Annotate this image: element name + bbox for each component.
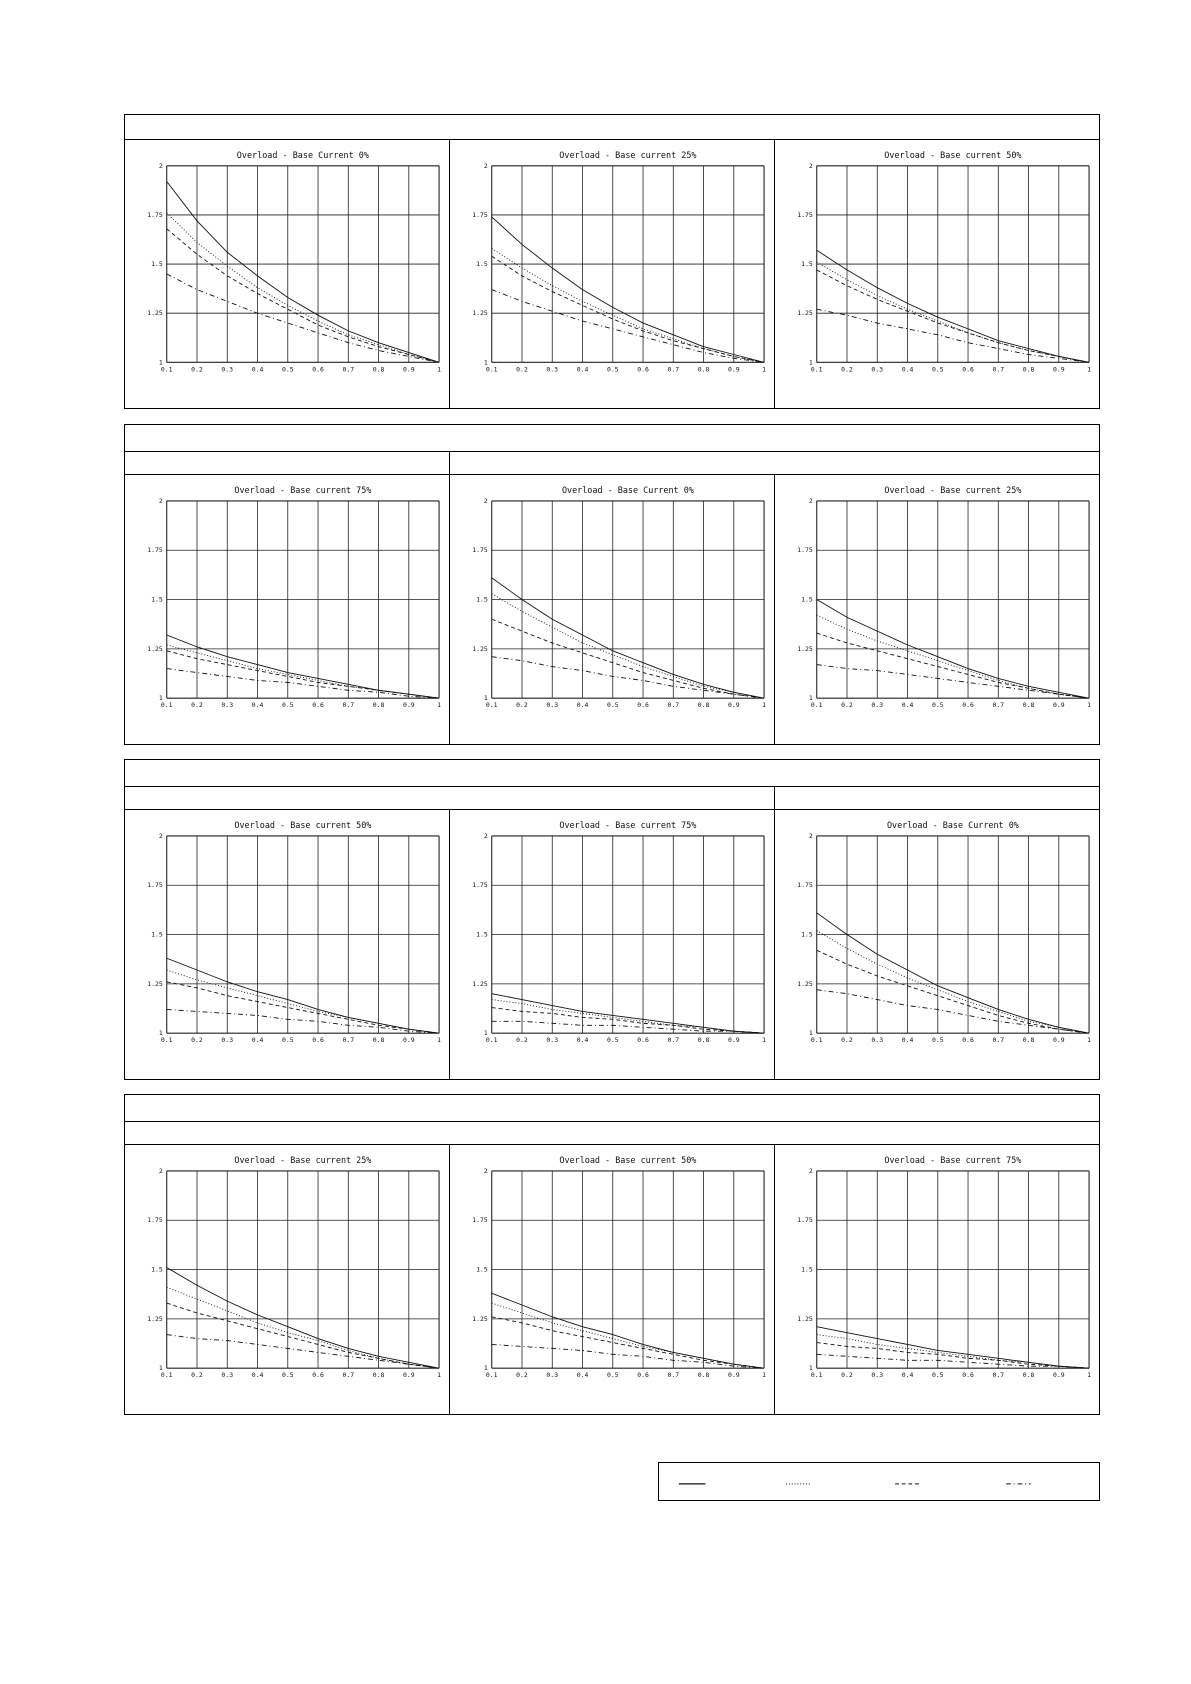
chart-svg xyxy=(450,475,774,744)
x-tick-label: 0.4 xyxy=(901,1371,914,1380)
y-tick-label: 2 xyxy=(158,831,163,840)
x-tick-label: 1 xyxy=(762,701,767,710)
x-tick-label: 0.2 xyxy=(841,1371,853,1380)
chart-cell-3 xyxy=(774,139,1100,409)
series-line-solid xyxy=(167,1268,439,1369)
x-tick-label: 1 xyxy=(762,1371,767,1380)
x-tick-label: 0.9 xyxy=(402,1036,415,1045)
x-tick-label: 0.4 xyxy=(251,1036,264,1045)
series-line-dashed xyxy=(817,633,1089,698)
x-tick-label: 1 xyxy=(437,1371,442,1380)
y-tick-label: 1.25 xyxy=(472,644,488,653)
x-tick-label: 0.2 xyxy=(516,365,528,374)
y-tick-label: 1 xyxy=(808,694,813,703)
x-tick-label: 0.9 xyxy=(727,1371,740,1380)
y-tick-label: 2 xyxy=(483,161,488,170)
y-tick-label: 1.75 xyxy=(797,546,813,555)
x-tick-label: 0.3 xyxy=(221,701,234,710)
x-tick-label: 0.8 xyxy=(697,701,710,710)
x-tick-label: 0.3 xyxy=(871,701,884,710)
x-tick-label: 0.9 xyxy=(1052,701,1065,710)
x-tick-label: 0.6 xyxy=(637,701,649,710)
y-tick-label: 1.5 xyxy=(151,260,163,269)
x-tick-label: 0.3 xyxy=(221,1371,234,1380)
chart-title: Overload - Base current 25% xyxy=(234,1154,372,1165)
x-tick-label: 0.7 xyxy=(667,1036,680,1045)
series-line-dotted xyxy=(817,1335,1089,1369)
legend xyxy=(658,1462,1100,1501)
x-tick-label: 1 xyxy=(437,365,442,374)
x-tick-label: 1 xyxy=(1087,701,1092,710)
x-tick-label: 0.2 xyxy=(191,701,203,710)
x-tick-label: 0.7 xyxy=(992,365,1005,374)
x-tick-label: 0.6 xyxy=(962,365,974,374)
chart-cell-11 xyxy=(449,1144,775,1415)
chart-cell-1 xyxy=(124,139,450,409)
x-tick-label: 0.4 xyxy=(901,1036,914,1045)
x-tick-label: 0.7 xyxy=(992,1371,1005,1380)
y-tick-label: 1.75 xyxy=(797,210,813,219)
chart-title: Overload - Base Current 0% xyxy=(236,149,369,160)
x-tick-label: 0.7 xyxy=(342,1371,355,1380)
block-3-header xyxy=(124,759,1100,787)
block-4-subheader xyxy=(124,1121,1100,1145)
x-tick-label: 0.2 xyxy=(191,1036,203,1045)
y-tick-label: 2 xyxy=(808,1166,813,1175)
series-line-dashed xyxy=(492,256,764,362)
y-tick-label: 2 xyxy=(808,161,813,170)
y-tick-label: 1.25 xyxy=(147,644,163,653)
x-tick-label: 0.5 xyxy=(931,365,944,374)
chart-title: Overload - Base current 50% xyxy=(884,149,1022,160)
chart-svg xyxy=(125,1145,449,1414)
x-tick-label: 0.5 xyxy=(281,1371,294,1380)
x-tick-label: 0.9 xyxy=(402,1371,415,1380)
chart-cell-7 xyxy=(124,809,450,1080)
x-tick-label: 0.5 xyxy=(606,365,619,374)
x-tick-label: 0.6 xyxy=(312,1371,324,1380)
x-tick-label: 0.9 xyxy=(1052,1371,1065,1380)
series-line-dashed xyxy=(167,651,439,698)
x-tick-label: 0.7 xyxy=(342,1036,355,1045)
block-2-header xyxy=(124,424,1100,452)
y-tick-label: 1.25 xyxy=(472,309,488,318)
block-3-subheader-left xyxy=(124,786,775,810)
x-tick-label: 0.1 xyxy=(160,365,173,374)
y-tick-label: 1 xyxy=(158,358,163,367)
x-tick-label: 0.8 xyxy=(372,1371,385,1380)
series-line-solid xyxy=(167,958,439,1033)
x-tick-label: 0.3 xyxy=(546,1036,559,1045)
x-tick-label: 0.5 xyxy=(606,1036,619,1045)
x-tick-label: 0.6 xyxy=(637,1036,649,1045)
x-tick-label: 0.1 xyxy=(160,1371,173,1380)
x-tick-label: 0.3 xyxy=(546,1371,559,1380)
x-tick-label: 0.4 xyxy=(576,701,589,710)
series-line-solid xyxy=(167,635,439,698)
y-tick-label: 1.5 xyxy=(801,595,813,604)
series-line-solid xyxy=(492,217,764,362)
x-tick-label: 1 xyxy=(1087,1036,1092,1045)
chart-cell-12 xyxy=(774,1144,1100,1415)
series-line-solid xyxy=(167,181,439,362)
y-tick-label: 2 xyxy=(483,831,488,840)
y-tick-label: 2 xyxy=(483,496,488,505)
y-tick-label: 1.75 xyxy=(147,546,163,555)
x-tick-label: 0.5 xyxy=(931,1036,944,1045)
x-tick-label: 0.4 xyxy=(901,701,914,710)
series-line-dotted xyxy=(167,970,439,1033)
y-tick-label: 1.5 xyxy=(476,1265,488,1274)
x-tick-label: 0.6 xyxy=(312,701,324,710)
x-tick-label: 0.7 xyxy=(342,365,355,374)
x-tick-label: 0.5 xyxy=(606,701,619,710)
x-tick-label: 0.2 xyxy=(841,1036,853,1045)
y-tick-label: 1.25 xyxy=(797,309,813,318)
chart-svg xyxy=(775,140,1099,408)
y-tick-label: 2 xyxy=(483,1166,488,1175)
series-line-dash-dot xyxy=(817,1354,1089,1368)
y-tick-label: 1.75 xyxy=(472,1216,488,1225)
chart-cell-8 xyxy=(449,809,775,1080)
block-4-header xyxy=(124,1094,1100,1122)
chart-svg xyxy=(125,140,449,408)
chart-svg xyxy=(775,475,1099,744)
y-tick-label: 2 xyxy=(158,1166,163,1175)
y-tick-label: 1.5 xyxy=(151,930,163,939)
x-tick-label: 0.5 xyxy=(281,365,294,374)
chart-title: Overload - Base current 50% xyxy=(559,1154,697,1165)
chart-svg xyxy=(450,1145,774,1414)
x-tick-label: 1 xyxy=(1087,1371,1092,1380)
x-tick-label: 0.7 xyxy=(667,365,680,374)
x-tick-label: 0.2 xyxy=(841,365,853,374)
x-tick-label: 0.5 xyxy=(281,1036,294,1045)
y-tick-label: 1.25 xyxy=(147,979,163,988)
x-tick-label: 0.9 xyxy=(727,701,740,710)
x-tick-label: 0.3 xyxy=(871,365,884,374)
x-tick-label: 0.6 xyxy=(962,701,974,710)
x-tick-label: 0.9 xyxy=(402,365,415,374)
series-line-dashed xyxy=(817,270,1089,362)
series-line-dash-dot xyxy=(167,1335,439,1369)
x-tick-label: 0.1 xyxy=(485,1036,498,1045)
series-line-solid xyxy=(817,250,1089,362)
y-tick-label: 1 xyxy=(158,694,163,703)
x-tick-label: 0.1 xyxy=(810,1036,823,1045)
y-tick-label: 1 xyxy=(483,1029,488,1038)
x-tick-label: 0.2 xyxy=(841,701,853,710)
y-tick-label: 1 xyxy=(483,358,488,367)
y-tick-label: 1.5 xyxy=(151,1265,163,1274)
x-tick-label: 0.2 xyxy=(191,365,203,374)
y-tick-label: 1.5 xyxy=(476,260,488,269)
x-tick-label: 0.6 xyxy=(637,365,649,374)
x-tick-label: 0.3 xyxy=(871,1036,884,1045)
series-line-solid xyxy=(492,994,764,1033)
series-line-dashed xyxy=(817,1343,1089,1369)
chart-svg xyxy=(450,140,774,408)
block-2-subheader-left xyxy=(124,451,450,475)
series-line-dotted xyxy=(492,594,764,699)
y-tick-label: 1.25 xyxy=(147,309,163,318)
x-tick-label: 0.8 xyxy=(372,365,385,374)
x-tick-label: 0.8 xyxy=(1022,1371,1035,1380)
block-3-subheader-right xyxy=(774,786,1100,810)
x-tick-label: 0.7 xyxy=(992,701,1005,710)
x-tick-label: 0.9 xyxy=(1052,1036,1065,1045)
x-tick-label: 0.6 xyxy=(312,365,324,374)
y-tick-label: 1.75 xyxy=(147,1216,163,1225)
x-tick-label: 0.2 xyxy=(516,701,528,710)
x-tick-label: 0.3 xyxy=(546,365,559,374)
x-tick-label: 0.2 xyxy=(516,1036,528,1045)
x-tick-label: 0.3 xyxy=(221,1036,234,1045)
x-tick-label: 1 xyxy=(1087,365,1092,374)
chart-svg xyxy=(775,810,1099,1079)
y-tick-label: 1.25 xyxy=(147,1314,163,1323)
x-tick-label: 0.7 xyxy=(992,1036,1005,1045)
series-line-dotted xyxy=(492,1000,764,1034)
y-tick-label: 1.75 xyxy=(797,881,813,890)
y-tick-label: 1 xyxy=(158,1029,163,1038)
series-line-solid xyxy=(492,578,764,698)
y-tick-label: 1.25 xyxy=(472,979,488,988)
x-tick-label: 0.9 xyxy=(1052,365,1065,374)
y-tick-label: 1.5 xyxy=(476,930,488,939)
series-line-dash-dot xyxy=(167,1009,439,1033)
series-line-dotted xyxy=(492,248,764,362)
x-tick-label: 0.1 xyxy=(485,701,498,710)
chart-cell-9 xyxy=(774,809,1100,1080)
x-tick-label: 0.8 xyxy=(697,1371,710,1380)
x-tick-label: 0.8 xyxy=(697,365,710,374)
x-tick-label: 0.9 xyxy=(727,365,740,374)
x-tick-label: 0.8 xyxy=(372,701,385,710)
y-tick-label: 1.25 xyxy=(797,644,813,653)
block-2-subheader-right xyxy=(449,451,1100,475)
y-tick-label: 1 xyxy=(808,358,813,367)
series-line-dashed xyxy=(167,229,439,363)
x-tick-label: 0.2 xyxy=(516,1371,528,1380)
x-tick-label: 0.5 xyxy=(931,1371,944,1380)
x-tick-label: 0.1 xyxy=(810,365,823,374)
chart-title: Overload - Base Current 0% xyxy=(886,819,1019,830)
y-tick-label: 1.75 xyxy=(147,881,163,890)
y-tick-label: 1.75 xyxy=(472,210,488,219)
x-tick-label: 0.2 xyxy=(191,1371,203,1380)
series-line-dashed xyxy=(492,1008,764,1034)
y-tick-label: 1 xyxy=(483,1364,488,1373)
chart-title: Overload - Base current 75% xyxy=(234,484,372,495)
x-tick-label: 0.9 xyxy=(727,1036,740,1045)
x-tick-label: 0.7 xyxy=(342,701,355,710)
x-tick-label: 0.7 xyxy=(667,701,680,710)
y-tick-label: 2 xyxy=(808,831,813,840)
chart-svg xyxy=(125,475,449,744)
series-line-dotted xyxy=(167,213,439,362)
y-tick-label: 1.25 xyxy=(472,1314,488,1323)
y-tick-label: 1 xyxy=(483,694,488,703)
x-tick-label: 0.3 xyxy=(221,365,234,374)
x-tick-label: 0.5 xyxy=(931,701,944,710)
x-tick-label: 0.7 xyxy=(667,1371,680,1380)
y-tick-label: 1 xyxy=(158,1364,163,1373)
x-tick-label: 0.8 xyxy=(1022,365,1035,374)
block-1-header xyxy=(124,114,1100,140)
series-line-dash-dot xyxy=(492,1021,764,1033)
x-tick-label: 0.8 xyxy=(697,1036,710,1045)
x-tick-label: 0.1 xyxy=(160,1036,173,1045)
series-line-dotted xyxy=(817,931,1089,1034)
chart-title: Overload - Base Current 0% xyxy=(561,484,694,495)
x-tick-label: 0.4 xyxy=(576,1371,589,1380)
series-line-solid xyxy=(492,1293,764,1368)
y-tick-label: 1.5 xyxy=(476,595,488,604)
x-tick-label: 0.3 xyxy=(871,1371,884,1380)
y-tick-label: 2 xyxy=(158,496,163,505)
x-tick-label: 0.8 xyxy=(372,1036,385,1045)
x-tick-label: 0.6 xyxy=(962,1371,974,1380)
x-tick-label: 0.6 xyxy=(637,1371,649,1380)
y-tick-label: 1.25 xyxy=(797,1314,813,1323)
x-tick-label: 0.4 xyxy=(251,365,264,374)
x-tick-label: 0.1 xyxy=(485,1371,498,1380)
x-tick-label: 1 xyxy=(437,701,442,710)
x-tick-label: 0.4 xyxy=(576,365,589,374)
series-line-dash-dot xyxy=(817,665,1089,699)
chart-cell-2 xyxy=(449,139,775,409)
x-tick-label: 0.9 xyxy=(402,701,415,710)
y-tick-label: 2 xyxy=(158,161,163,170)
series-line-dotted xyxy=(817,615,1089,698)
series-line-dash-dot xyxy=(492,657,764,698)
y-tick-label: 1.75 xyxy=(472,546,488,555)
y-tick-label: 1 xyxy=(808,1029,813,1038)
series-line-dotted xyxy=(492,1303,764,1368)
y-tick-label: 1.75 xyxy=(147,210,163,219)
chart-cell-6 xyxy=(774,474,1100,745)
x-tick-label: 0.4 xyxy=(576,1036,589,1045)
chart-cell-4 xyxy=(124,474,450,745)
series-line-dotted xyxy=(167,1287,439,1368)
x-tick-label: 0.8 xyxy=(1022,701,1035,710)
x-tick-label: 0.5 xyxy=(281,701,294,710)
series-line-dotted xyxy=(817,262,1089,362)
x-tick-label: 0.4 xyxy=(901,365,914,374)
chart-svg xyxy=(450,810,774,1079)
x-tick-label: 1 xyxy=(762,1036,767,1045)
series-line-dash-dot xyxy=(817,990,1089,1033)
x-tick-label: 0.3 xyxy=(546,701,559,710)
legend-svg xyxy=(659,1463,1099,1500)
x-tick-label: 0.1 xyxy=(485,365,498,374)
series-line-dashed xyxy=(492,619,764,698)
x-tick-label: 0.1 xyxy=(160,701,173,710)
x-tick-label: 1 xyxy=(437,1036,442,1045)
x-tick-label: 0.8 xyxy=(1022,1036,1035,1045)
y-tick-label: 1.25 xyxy=(797,979,813,988)
series-line-dashed xyxy=(492,1317,764,1368)
series-line-solid xyxy=(817,913,1089,1033)
y-tick-label: 1 xyxy=(808,1364,813,1373)
series-line-dashed xyxy=(167,982,439,1033)
series-line-dashed xyxy=(167,1303,439,1368)
x-tick-label: 0.5 xyxy=(606,1371,619,1380)
chart-cell-10 xyxy=(124,1144,450,1415)
series-line-dash-dot xyxy=(492,1344,764,1368)
x-tick-label: 0.4 xyxy=(251,701,264,710)
y-tick-label: 1.5 xyxy=(151,595,163,604)
y-tick-label: 1.5 xyxy=(801,260,813,269)
chart-title: Overload - Base current 75% xyxy=(559,819,697,830)
y-tick-label: 1.5 xyxy=(801,1265,813,1274)
series-line-solid xyxy=(817,1327,1089,1368)
x-tick-label: 0.6 xyxy=(962,1036,974,1045)
chart-title: Overload - Base current 75% xyxy=(884,1154,1022,1165)
x-tick-label: 0.4 xyxy=(251,1371,264,1380)
chart-title: Overload - Base current 50% xyxy=(234,819,372,830)
chart-cell-5 xyxy=(449,474,775,745)
chart-svg xyxy=(775,1145,1099,1414)
chart-title: Overload - Base current 25% xyxy=(559,149,697,160)
chart-svg xyxy=(125,810,449,1079)
chart-title: Overload - Base current 25% xyxy=(884,484,1022,495)
y-tick-label: 2 xyxy=(808,496,813,505)
y-tick-label: 1.75 xyxy=(472,881,488,890)
series-line-dotted xyxy=(167,645,439,698)
x-tick-label: 0.6 xyxy=(312,1036,324,1045)
x-tick-label: 0.1 xyxy=(810,1371,823,1380)
y-tick-label: 1.75 xyxy=(797,1216,813,1225)
x-tick-label: 1 xyxy=(762,365,767,374)
x-tick-label: 0.1 xyxy=(810,701,823,710)
y-tick-label: 1.5 xyxy=(801,930,813,939)
series-line-dash-dot xyxy=(167,669,439,699)
